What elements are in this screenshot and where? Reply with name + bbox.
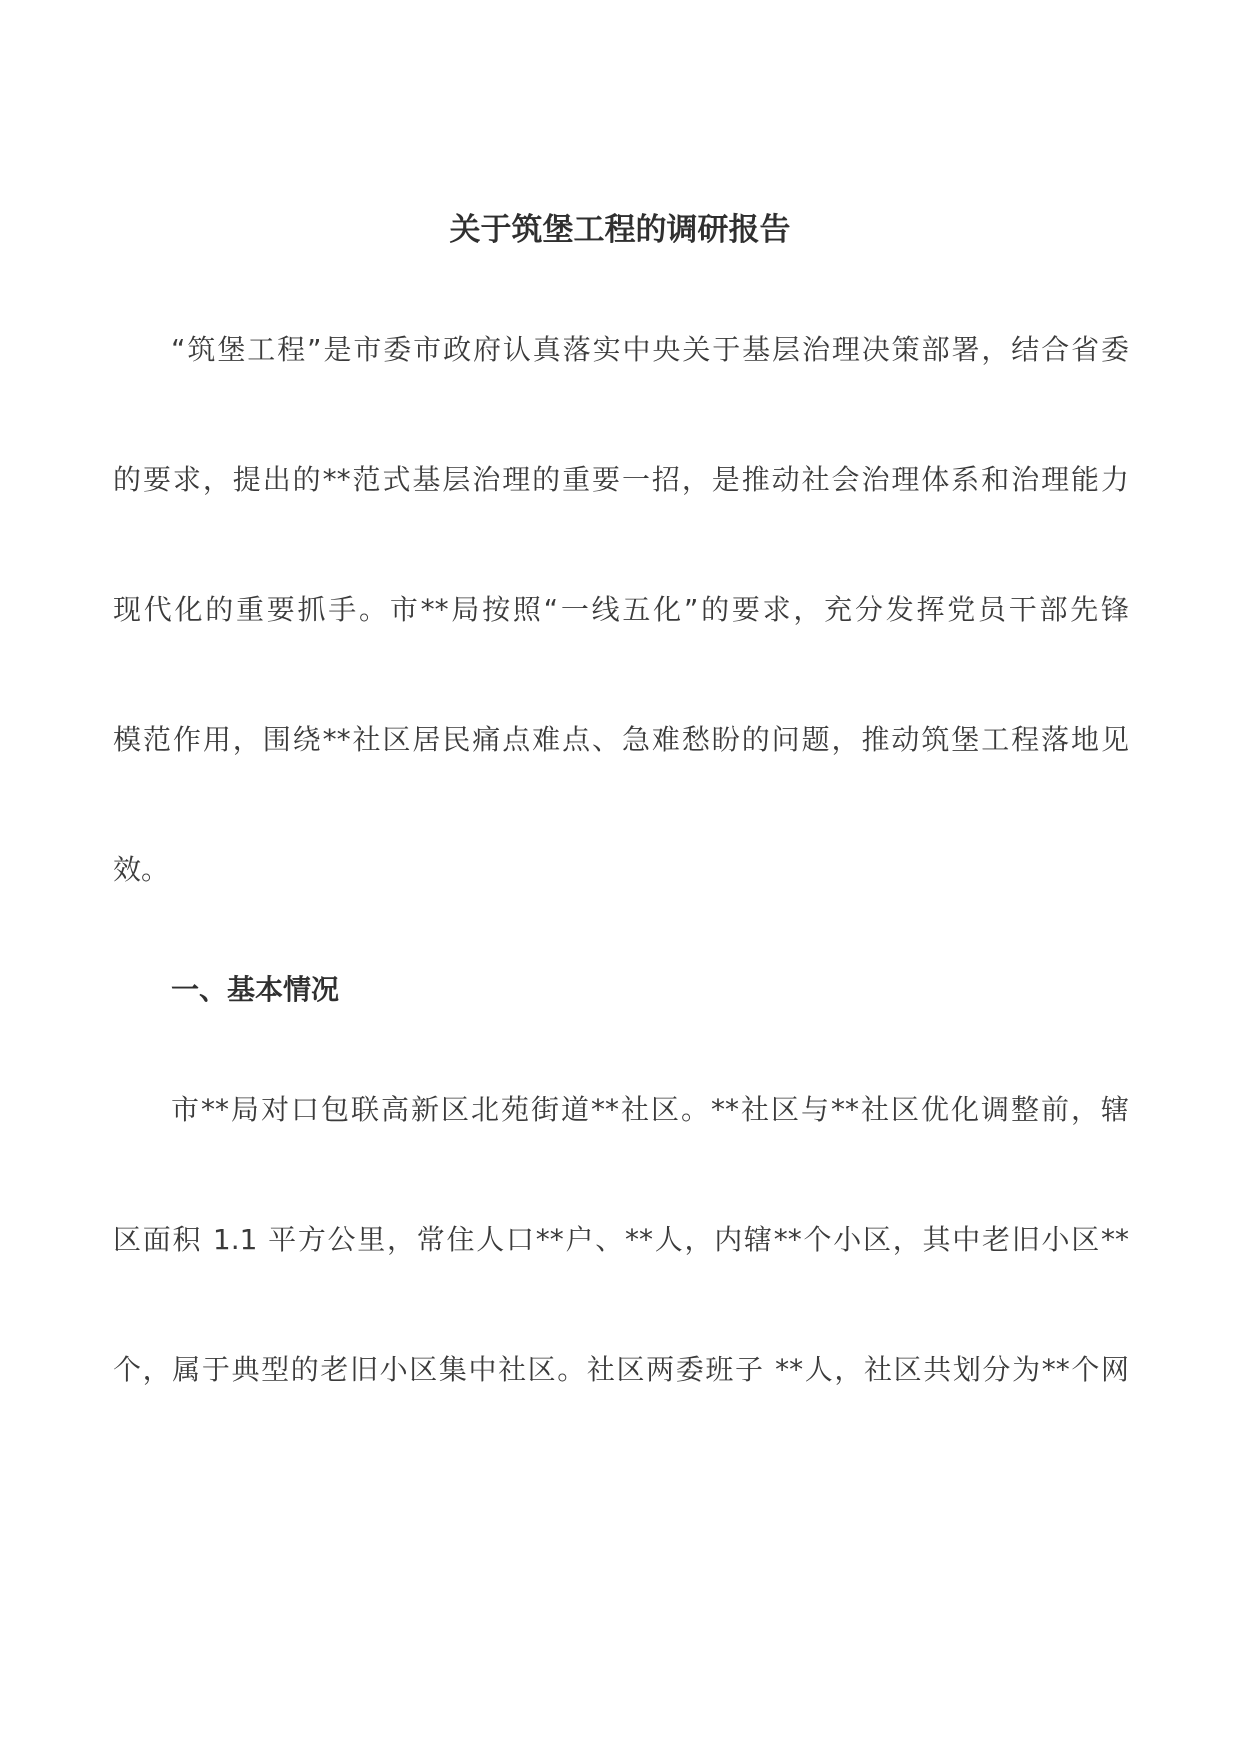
paragraph-1-line-1: “筑堡工程”是市委市政府认真落实中央关于基层治理决策部署，结合省委 [171, 333, 1129, 366]
paragraph-1-line-4: 模范作用，围绕**社区居民痛点难点、急难愁盼的问题，推动筑堡工程落地见 [113, 723, 1129, 756]
paragraph-1-line-3: 现代化的重要抓手。市**局按照“一线五化”的要求，充分发挥党员干部先锋 [113, 593, 1129, 626]
paragraph-2-line-1: 市**局对口包联高新区北苑街道**社区。**社区与**社区优化调整前，辖 [171, 1093, 1129, 1126]
paragraph-2-line-2: 区面积 1.1 平方公里，常住人口**户、**人，内辖**个小区，其中老旧小区** [113, 1223, 1129, 1256]
document-title: 关于筑堡工程的调研报告 [449, 212, 791, 248]
paragraph-1-line-5: 效。 [113, 853, 170, 886]
section-heading-basic-situation: 一、基本情况 [171, 973, 340, 1006]
paragraph-2-line-3: 个，属于典型的老旧小区集中社区。社区两委班子 **人，社区共划分为**个网 [113, 1353, 1129, 1386]
paragraph-1-line-2: 的要求，提出的**范式基层治理的重要一招，是推动社会治理体系和治理能力 [113, 463, 1129, 496]
